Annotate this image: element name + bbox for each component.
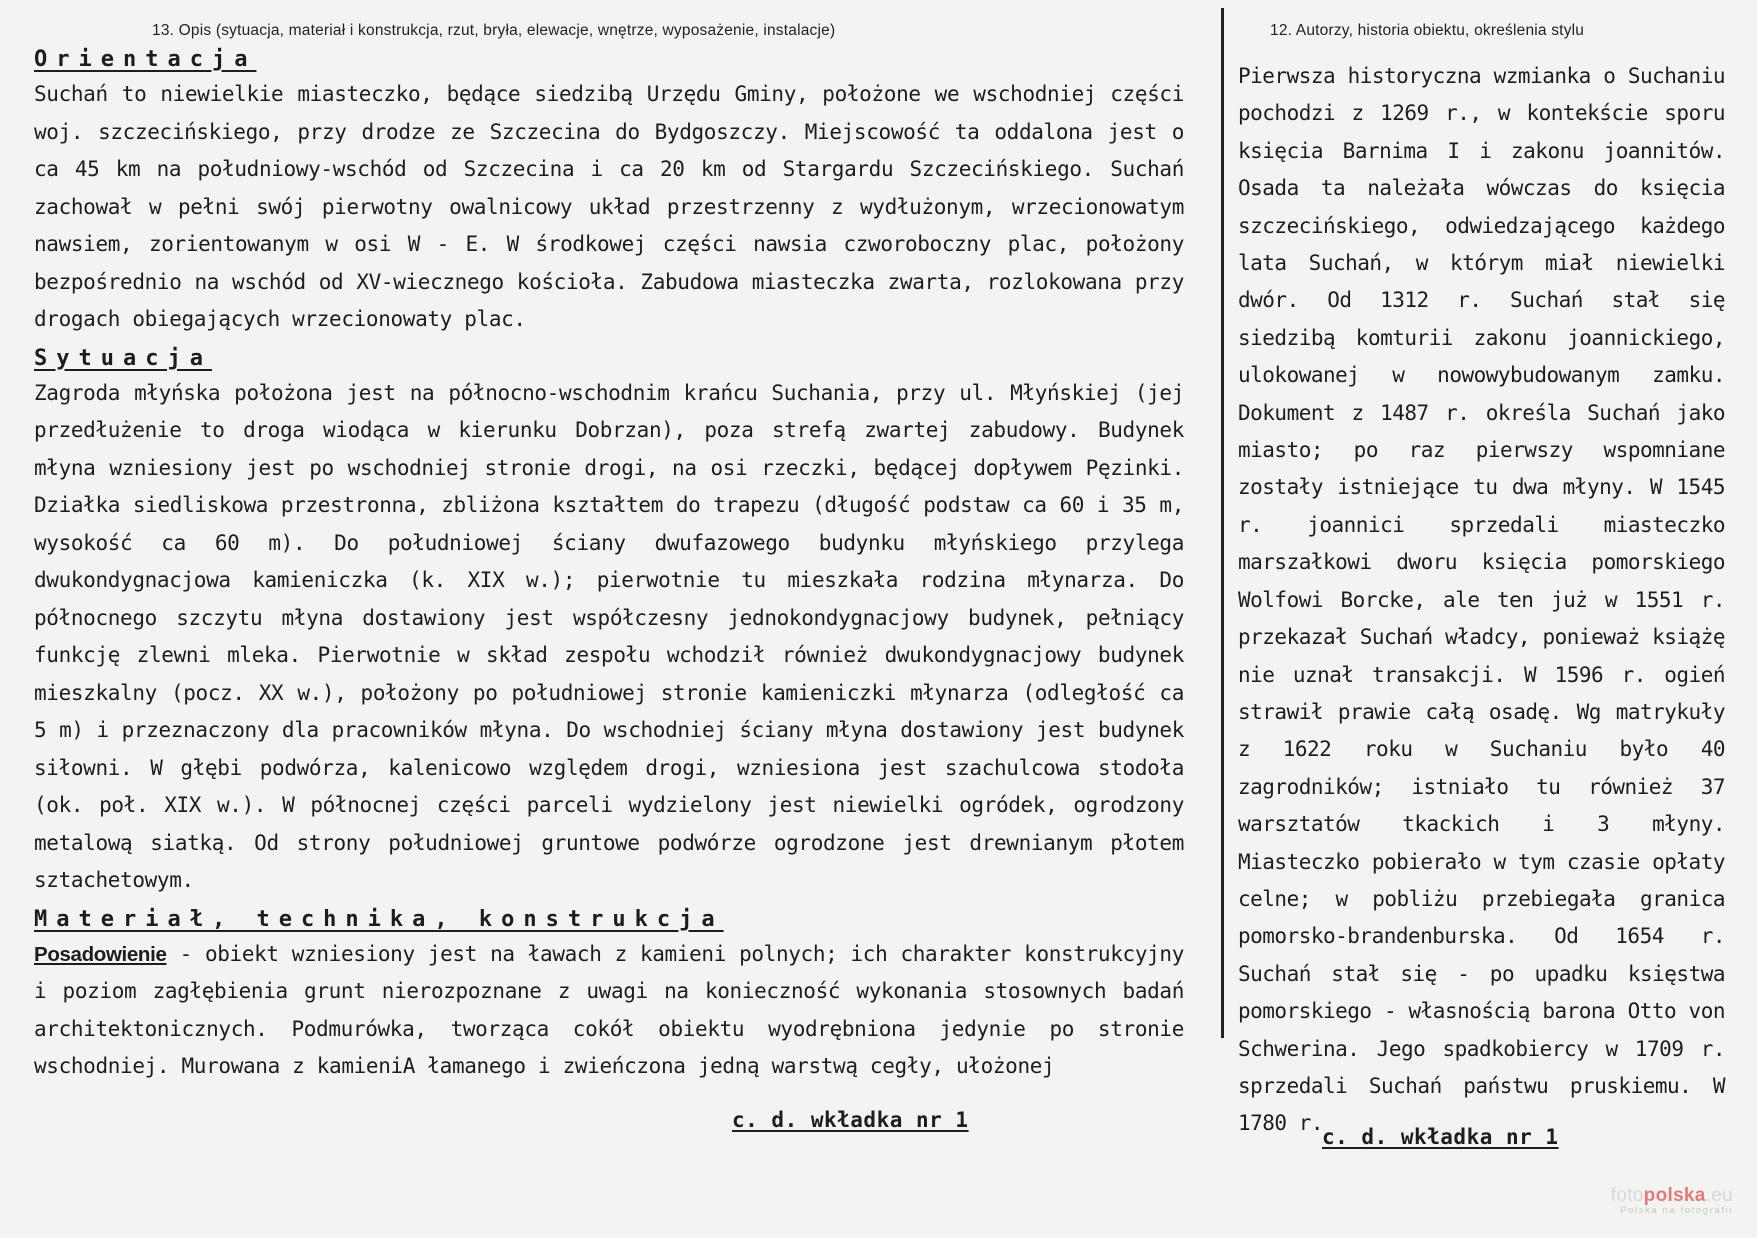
material-paragraph xyxy=(34,936,1184,1086)
description-column xyxy=(34,22,1184,1086)
section-title-situation: Sytuacja xyxy=(34,345,212,371)
watermark-logo xyxy=(1611,1185,1733,1216)
history-column xyxy=(1238,22,1725,1143)
watermark-brand-suffix: .eu xyxy=(1705,1185,1733,1206)
column-divider xyxy=(1221,8,1224,1038)
watermark-brand-accent: polska xyxy=(1643,1185,1706,1206)
watermark-brand-prefix: foto xyxy=(1610,1185,1644,1206)
description-heading: 13. Opis (sytuacja, materiał i konstrukcja, rzut, bryła, elewacje, wnętrze, wyposażenie, instalacje) xyxy=(152,22,836,39)
continuation-note-right: c. d. wkładka nr 1 xyxy=(1322,1125,1559,1149)
foundation-label: Posadowienie xyxy=(34,942,167,966)
watermark-tagline: Polska na fotografii xyxy=(1620,1205,1733,1216)
history-text: Pierwsza historyczna wzmianka o Suchaniu pochodzi z 1269 r., w kontekście sporu księcia Barnima I i zakonu joannitów. Osada ta należała wówczas do księcia szczecińskiego, odwiedzającego każdego lata Suchań, w którym miał niewielki dwór. Od 1312 r. Suchań stał się siedzibą komturii zakonu joannickiego, ulokowanej w nowowybudowanym zamku. Dokument z 1487 r. określa Suchań jako miasto; po raz pierwszy wspomniane zostały istniejące tu dwa młyny. W 1545 r. joannici sprzedali miasteczko marszałkowi dworu księcia pomorskiego Wolfowi Borcke, ale ten już w 1551 r. przekazał Suchań władcy, ponieważ książę nie uznał transakcji. W 1596 r. ogień strawił prawie całą osadę. Wg matrykuły z 1622 roku w Suchaniu było 40 zagrodników; istniało tu również 37 warsztatów tkackich i 3 młyny. Miasteczko pobierało w tym czasie opłaty celne; w pobliżu przebiegała granica pomorsko-brandenburska. Od 1654 r. Suchań stał się - po upadku księstwa pomorskiego - własnością barona Otto von Schwerina. Jego spadkobiercy w 1709 r. sprzedali Suchań państwu pruskiemu. W 1780 r. xyxy=(1238,64,1725,1136)
continuation-note-left: c. d. wkładka nr 1 xyxy=(732,1108,969,1132)
foundation-text: - obiekt wzniesiony jest na ławach z kamieni polnych; ich charakter konstrukcyjny i poziom zagłębienia grunt nierozpoznane z uwagi na konieczność wykonania stosownych badań architektonicznych. Podmurówka, tworząca cokół obiektu wyodrębniona jedynie po stronie wschodniej. Murowana z kamieniA łamanego i zwieńczona jedną warstwą cegły, ułożonej xyxy=(34,941,1184,1078)
orientation-text: Suchań to niewielkie miasteczko, będące siedzibą Urzędu Gminy, położone we wschodniej części woj. szczecińskiego, przy drodze ze Szczecina do Bydgoszczy. Miejscowość ta oddalona jest o ca 45 km na południowy-wschód od Szczecina i ca 20 km od Stargardu Szczecińskiego. Suchań zachował w pełni swój pierwotny owalnicowy układ przestrzenny z wydłużonym, wrzecionowatym nawsiem, zorientowanym w osi W - E. W środkowej części nawsia czworoboczny plac, położony bezpośrednio na wschód od XV-wiecznego kościoła. Zabudowa miasteczka zwarta, rozlokowana przy drogach obiegających wrzecionowaty plac. xyxy=(34,82,1184,331)
situation-text: Zagroda młyńska położona jest na północno-wschodnim krańcu Suchania, przy ul. Młyńskiej (jej przedłużenie to droga wiodąca w kierunku Dobrzan), poza strefą zwartej zabudowy. Budynek młyna wzniesiony jest po wschodniej stronie drogi, na osi rzeczki, będącej dopływem Pęzinki. Działka siedliskowa przestronna, zbliżona kształtem do trapezu (długość podstaw ca 60 i 35 m, wysokość ca 60 m). Do południowej ściany dwufazowego budynku młyńskiego przylega dwukondygnacjowa kamieniczka (k. XIX w.); pierwotnie tu mieszkała rodzina młynarza. Do północnego szczytu młyna dostawiony jest współczesny jednokondygnacjowy budynek, pełniący funkcję zlewni mleka. Pierwotnie w skład zespołu wchodził również dwukondygnacjowy budynek mieszkalny (pocz. XX w.), położony po południowej stronie kamieniczki młynarza (odległość ca 5 m) i przeznaczony dla pracowników młyna. Do wschodniej ściany młyna dostawiony jest budynek siłowni. W głębi podwórza, kalenicowo względem drogi, wzniesiona jest szachulcowa stodoła (ok. poł. XIX w.). W północnej części parceli wydzielony jest niewielki ogródek, ogrodzony metalową siatką. Od strony południowej gruntowe podwórze ogrodzone jest drewnianym płotem sztachetowym. xyxy=(34,380,1184,892)
history-heading: 12. Autorzy, historia obiektu, określenia stylu xyxy=(1270,22,1585,39)
section-title-material: Materiał, technika, konstrukcja xyxy=(34,906,724,932)
watermark-brand xyxy=(1611,1185,1733,1207)
section-title-orientation: Orientacja xyxy=(34,47,257,72)
